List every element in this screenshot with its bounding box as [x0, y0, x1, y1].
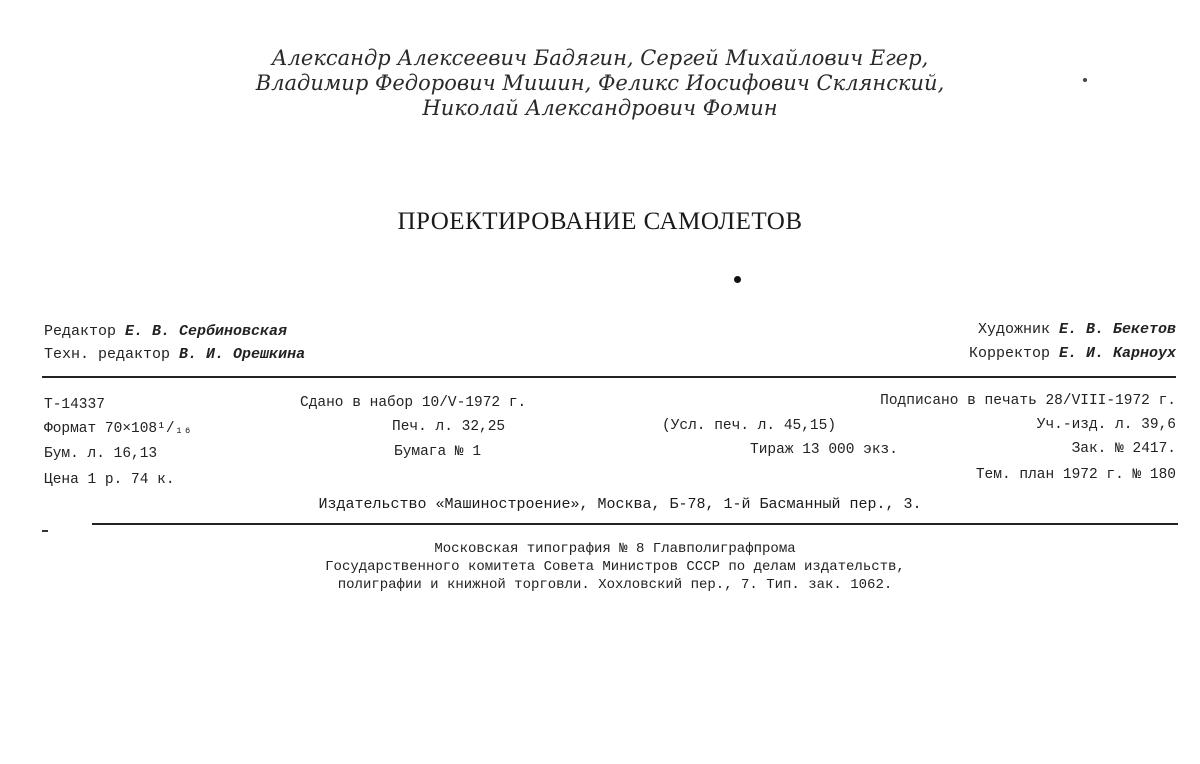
editor-label: Редактор — [44, 323, 117, 340]
editor-name: Е. В. Сербиновская — [125, 323, 288, 340]
credit-artist — [978, 321, 1176, 338]
credit-editor — [44, 323, 287, 340]
imprint-order: Зак. № 2417. — [1071, 441, 1176, 457]
divider-bottom — [92, 523, 1178, 525]
stray-dot-mark — [1083, 78, 1087, 82]
credit-tech-editor — [44, 346, 305, 363]
imprint-plan: Тем. план 1972 г. № 180 — [975, 467, 1176, 483]
divider-top — [42, 376, 1176, 378]
printer-line-2: Государственного комитета Совета Министров СССР по делам издательств, — [325, 559, 905, 575]
artist-label: Художник — [977, 321, 1050, 338]
proofreader-name: Е. И. Карноух — [1058, 345, 1176, 362]
imprint-price: Цена 1 р. 74 к. — [44, 472, 175, 488]
printer-line-1: Московская типография № 8 Главполиграфпрома — [434, 541, 796, 557]
imprint-code: Т-14337 — [44, 397, 105, 413]
imprint-submitted: Сдано в набор 10/V-1972 г. — [300, 395, 527, 411]
imprint-conv-sheets: (Усл. печ. л. 45,15) — [662, 418, 837, 434]
imprint-paper: Бумага № 1 — [394, 444, 482, 460]
tech-editor-label: Техн. редактор — [44, 346, 171, 363]
stray-tick-mark — [42, 530, 48, 532]
authors-line-1: Александр Алексеевич Бадягин, Сергей Михайлович Егер, — [271, 46, 929, 70]
bullet-ornament — [734, 276, 741, 283]
imprint-circulation: Тираж 13 000 экз. — [750, 442, 898, 458]
authors-line-3: Николай Александрович Фомин — [422, 96, 778, 120]
tech-editor-name: В. И. Орешкина — [179, 346, 306, 363]
proofreader-label: Корректор — [968, 345, 1050, 362]
imprint-format: Формат 70×108¹/₁₆ — [44, 421, 192, 437]
imprint-print-sheets: Печ. л. 32,25 — [392, 419, 506, 435]
imprint-pub-sheets: Уч.-изд. л. 39,6 — [1036, 417, 1176, 433]
printer-line-3: полиграфии и книжной торговли. Хохловский пер., 7. Тип. зак. 1062. — [337, 577, 893, 593]
imprint-signed: Подписано в печать 28/VIII-1972 г. — [880, 393, 1176, 409]
authors-line-2: Владимир Федорович Мишин, Феликс Иосифович Склянский, — [255, 71, 945, 95]
authors-block — [0, 46, 1200, 121]
book-title: ПРОЕКТИРОВАНИЕ САМОЛЕТОВ — [397, 208, 803, 235]
publisher-line: Издательство «Машиностроение», Москва, Б-78, 1-й Басманный пер., 3. — [318, 496, 922, 513]
imprint-paper-sheets: Бум. л. 16,13 — [44, 446, 158, 462]
artist-name: Е. В. Бекетов — [1058, 321, 1176, 338]
credit-proofreader — [969, 345, 1176, 362]
